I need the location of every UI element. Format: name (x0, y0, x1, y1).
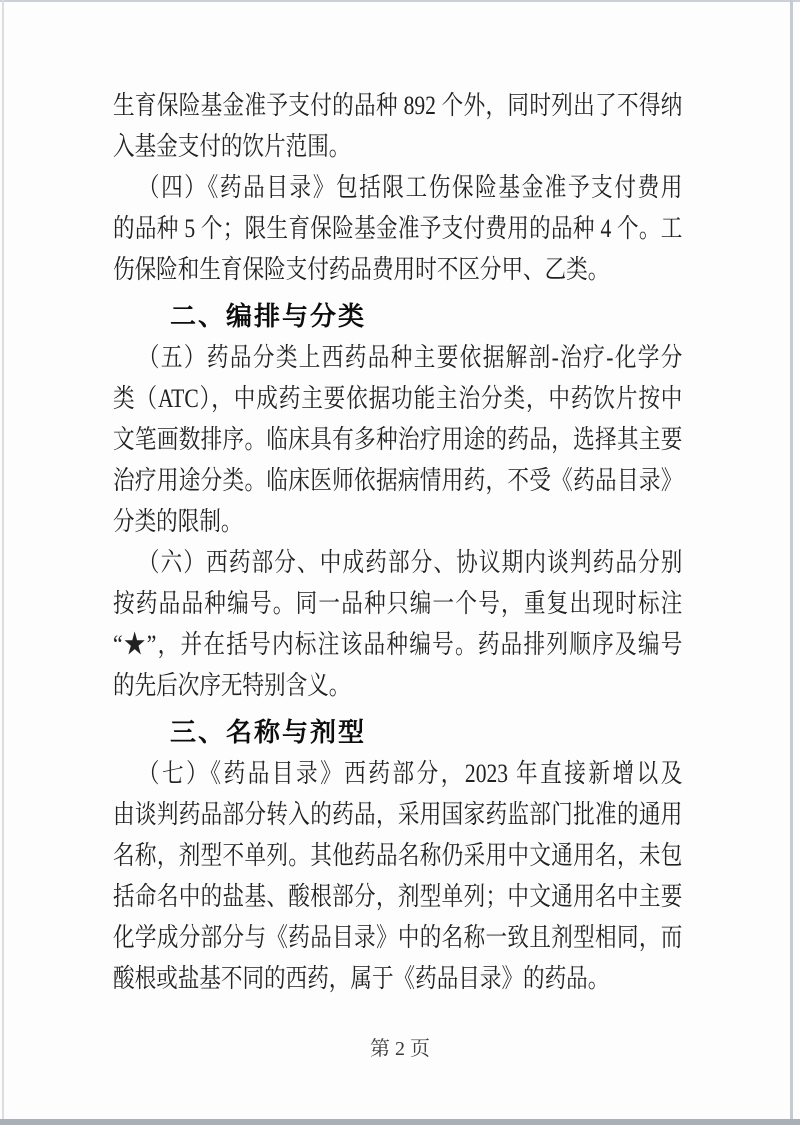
document-body (113, 85, 683, 999)
scan-edge-left (2, 0, 4, 1125)
paragraph-line: 的品种 5 个；限生育保险基金准予支付费用的品种 4 个。工 (113, 214, 683, 243)
paragraph-line: （五）药品分类上西药品种主要依据解剖-治疗-化学分 (137, 343, 683, 372)
paragraph-line: （六）西药部分、中成药部分、协议期内谈判药品分别 (137, 548, 683, 577)
paragraph-line: （七）《药品目录》西药部分，2023 年直接新增以及 (137, 759, 683, 788)
section-heading-3: 三、名称与剂型 (170, 717, 367, 747)
paragraph-line: 类（ATC），中成药主要依据功能主治分类，中药饮片按中 (113, 384, 683, 413)
paragraph-line: 按药品品种编号。同一品种只编一个号，重复出现时标注 (113, 589, 683, 618)
paragraph-line: 文笔画数排序。临床具有多种治疗用途的药品，选择其主要 (113, 425, 683, 454)
paragraph-line: “★”，并在括号内标注该品种编号。药品排列顺序及编号 (113, 630, 683, 659)
scan-edge-right (790, 0, 793, 1125)
scan-edge-bottom (0, 1119, 800, 1125)
paragraph-line: 名称，剂型不单列。其他药品名称仍采用中文通用名，未包 (113, 841, 683, 870)
paragraph-line: 化学成分部分与《药品目录》中的名称一致且剂型相同，而 (113, 923, 683, 952)
page-number: 第 2 页 (370, 1038, 430, 1060)
paragraph-line: 生育保险基金准予支付的品种 892 个外，同时列出了不得纳 (113, 91, 683, 120)
scan-edge-top (0, 0, 800, 2)
paragraph-line: 由谈判药品部分转入的药品，采用国家药监部门批准的通用 (113, 800, 683, 829)
paragraph-line: 伤保险和生育保险支付药品费用时不区分甲、乙类。 (113, 255, 610, 284)
paragraph-line: 分类的限制。 (113, 507, 243, 536)
paragraph-line: 治疗用途分类。临床医师依据病情用药，不受《药品目录》 (113, 466, 683, 495)
paragraph-line: 酸根或盐基不同的西药，属于《药品目录》的药品。 (113, 964, 610, 993)
paragraph-line: 的先后次序无特别含义。 (113, 671, 351, 700)
paragraph-line: 入基金支付的饮片范围。 (113, 132, 351, 161)
paragraph-line: 括命名中的盐基、酸根部分，剂型单列；中文通用名中主要 (113, 882, 683, 911)
paragraph-line: （四）《药品目录》包括限工伤保险基金准予支付费用 (137, 173, 683, 202)
section-heading-2: 二、编排与分类 (170, 301, 367, 331)
